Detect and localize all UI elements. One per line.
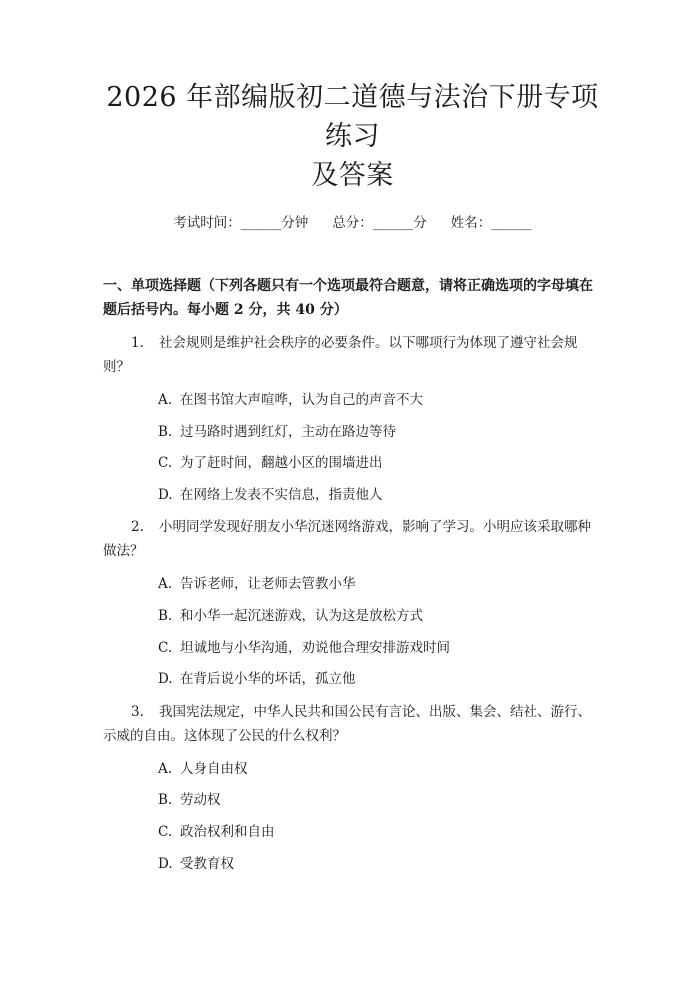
question-stem bbox=[103, 515, 602, 563]
question-number: 2. bbox=[131, 519, 144, 536]
option-letter: D. bbox=[158, 671, 173, 688]
exam-info-line bbox=[103, 213, 602, 233]
option-a bbox=[103, 758, 602, 780]
score-blank: ______ bbox=[372, 215, 414, 231]
question-text: 我国宪法规定，中华人民共和国公民有言论、出版、集会、结社、游行、示威的自由。这体现了公民的什么权利？ bbox=[103, 703, 591, 744]
question-text: 社会规则是维护社会秩序的必要条件。以下哪项行为体现了遵守社会规则？ bbox=[103, 335, 578, 375]
option-list bbox=[103, 389, 602, 506]
option-letter: C. bbox=[158, 639, 173, 656]
time-label: 考试时间： bbox=[173, 215, 241, 231]
option-letter: B. bbox=[158, 792, 173, 809]
name-label: 姓名： bbox=[450, 215, 492, 231]
question-number: 1. bbox=[131, 335, 144, 351]
question-3 bbox=[103, 700, 602, 875]
document-page bbox=[0, 78, 700, 983]
option-letter: A. bbox=[158, 760, 173, 777]
option-d bbox=[103, 484, 602, 506]
option-text: 政治权利和自由 bbox=[180, 823, 275, 840]
score-label: 总分： bbox=[332, 215, 373, 231]
question-text: 小明同学发现好朋友小华沉迷网络游戏，影响了学习。小明应该采取哪种做法？ bbox=[103, 519, 591, 560]
option-letter: A. bbox=[158, 392, 173, 408]
option-a bbox=[103, 389, 602, 411]
option-b bbox=[103, 421, 602, 443]
option-text: 坦诚地与小华沟通，劝说他合理安排游戏时间 bbox=[180, 639, 450, 656]
option-b bbox=[103, 605, 602, 627]
option-list bbox=[103, 573, 602, 690]
document-title bbox=[103, 78, 602, 195]
option-text: 劳动权 bbox=[180, 792, 221, 809]
option-text: 和小华一起沉迷游戏，认为这是放松方式 bbox=[180, 607, 423, 624]
option-letter: C. bbox=[158, 823, 173, 840]
option-letter: B. bbox=[158, 423, 173, 440]
option-list bbox=[103, 758, 602, 875]
question-2 bbox=[103, 515, 602, 690]
option-text: 人身自由权 bbox=[180, 760, 248, 777]
option-c bbox=[103, 821, 602, 843]
option-text: 告诉老师，让老师去管教小华 bbox=[180, 576, 356, 593]
name-blank: ______ bbox=[491, 215, 532, 231]
option-letter: C. bbox=[158, 455, 173, 472]
score-unit: 分 bbox=[413, 215, 427, 231]
section-1-heading: 一、单项选择题（下列各题只有一个选项最符合题意，请将正确选项的字母填在题后括号内。每小题 2 分，共 40 分） bbox=[103, 278, 593, 318]
option-a bbox=[103, 573, 602, 595]
option-text: 在图书馆大声喧哗，认为自己的声音不大 bbox=[180, 392, 423, 408]
option-text: 为了赶时间，翻越小区的围墙进出 bbox=[180, 455, 383, 472]
option-b bbox=[103, 789, 602, 811]
option-c bbox=[103, 637, 602, 659]
question-stem bbox=[103, 700, 602, 748]
option-letter: D. bbox=[158, 486, 173, 503]
question-1 bbox=[103, 331, 602, 506]
option-text: 过马路时遇到红灯，主动在路边等待 bbox=[180, 423, 396, 440]
title-line-1: 2026 年部编版初二道德与法治下册专项练习 bbox=[106, 82, 599, 152]
question-number: 3. bbox=[131, 703, 144, 720]
question-stem bbox=[103, 331, 602, 379]
title-line-2: 及答案 bbox=[311, 160, 394, 191]
option-d bbox=[103, 668, 602, 690]
option-letter: D. bbox=[158, 855, 173, 872]
time-blank: ______ bbox=[240, 215, 282, 231]
option-letter: A. bbox=[158, 576, 173, 593]
option-text: 在网络上发表不实信息，指责他人 bbox=[180, 486, 383, 503]
time-unit: 分钟 bbox=[281, 215, 309, 231]
option-text: 在背后说小华的坏话，孤立他 bbox=[180, 671, 356, 688]
option-text: 受教育权 bbox=[180, 855, 234, 872]
option-letter: B. bbox=[158, 607, 173, 624]
option-c bbox=[103, 452, 602, 474]
option-d bbox=[103, 853, 602, 875]
